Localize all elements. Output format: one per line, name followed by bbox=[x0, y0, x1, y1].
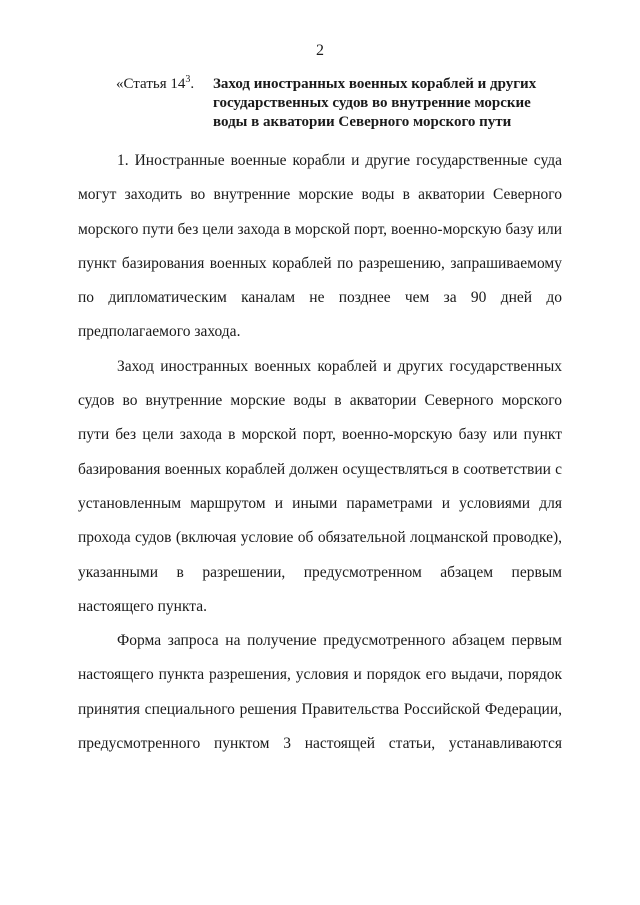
article-title: Заход иностранных военных кораблей и других государственных судов во внутренние морские воды в акватории Северного морского пути bbox=[213, 76, 537, 130]
paragraph-1: 1. Иностранные военные корабли и другие государственные суда могут заходить во внутренние морские воды в акватории Северного морского пути без цели захода в морской порт, военно-морскую базу или пункт базирования военных кораблей по разрешению, запрашиваемому по дипломатическим каналам не позднее чем за 90 дней до предполагаемого захода. bbox=[78, 152, 562, 341]
article-label bbox=[116, 75, 194, 94]
article-body bbox=[78, 144, 562, 761]
article-label-suffix: . bbox=[190, 76, 195, 92]
article-label-prefix: «Статья 14 bbox=[116, 76, 186, 92]
paragraph-3: Форма запроса на получение предусмотренного абзацем первым настоящего пункта разрешения, условия и порядок его выдачи, порядок принятия специального решения Правительства Российской Федерации, предусмотренного пунктом 3 настоящей статьи, устанавливаются bbox=[78, 632, 562, 753]
paragraph-2: Заход иностранных военных кораблей и других государственных судов во внутренние морские воды в акватории Северного морского пути без цели захода в морской порт, военно-морскую базу или пункт базирования военных кораблей должен осуществляться в соответствии с установленным маршрутом и иными параметрами и условиями для прохода судов (включая условие об обязательной лоцманской проводке), указанными в разрешении, предусмотренном абзацем первым настоящего пункта. bbox=[78, 357, 562, 615]
article-label-superscript: 3 bbox=[185, 74, 191, 85]
page-number: 2 bbox=[316, 42, 324, 59]
